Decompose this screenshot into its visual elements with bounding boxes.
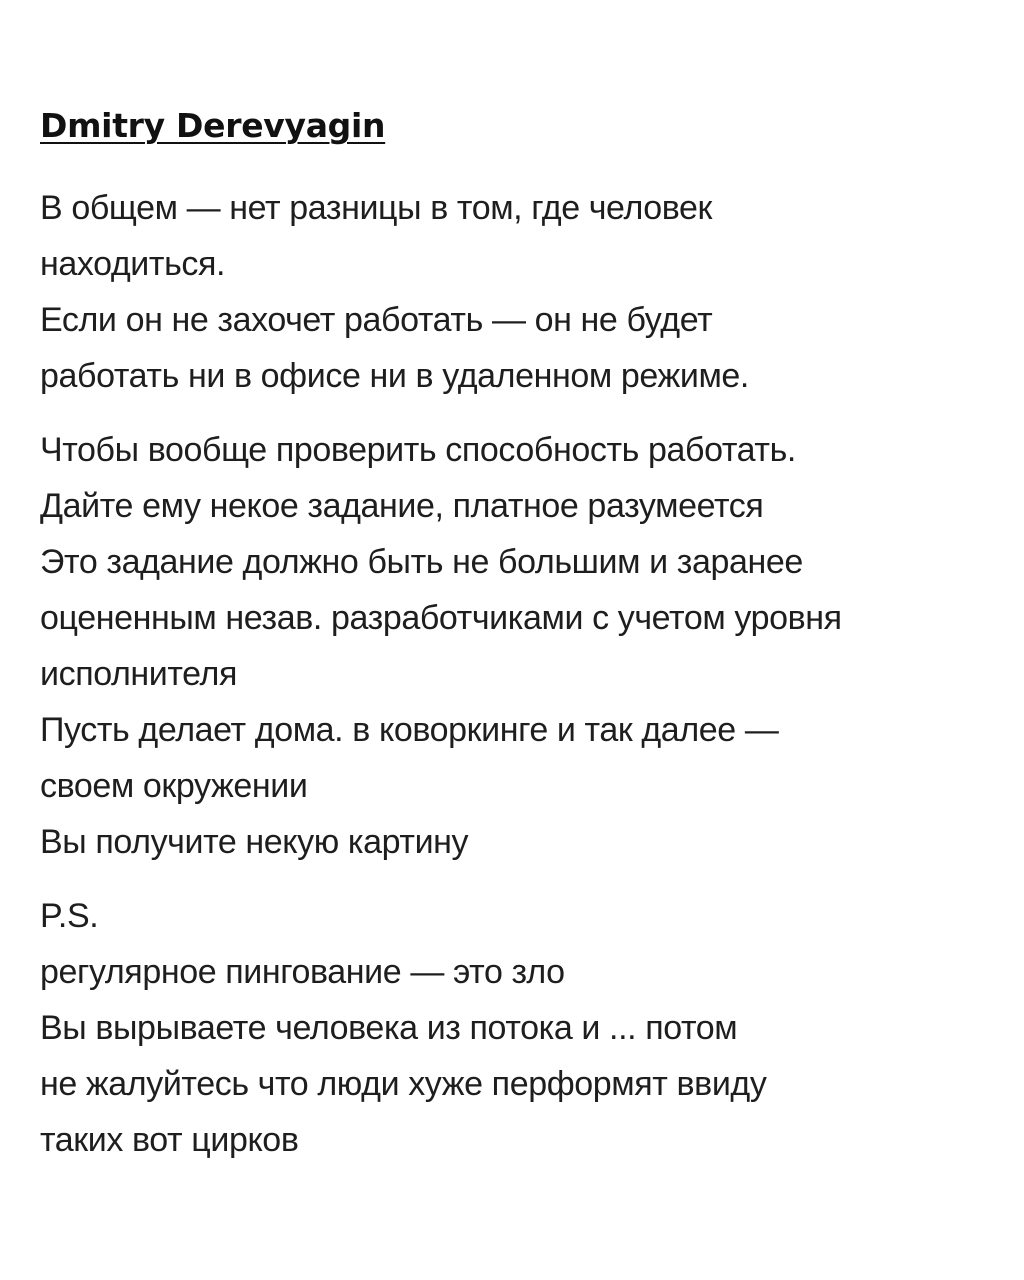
text-line: Дайте ему некое задание, платное разумеется	[40, 487, 764, 525]
text-line: исполнителя	[40, 655, 237, 693]
text-line: находиться.	[40, 245, 226, 283]
text-line: не жалуйтесь что люди хуже перформят ввиду	[40, 1065, 767, 1103]
paragraph-3	[40, 888, 1000, 1168]
text-line: Пусть делает дома. в коворкинге и так далее —	[40, 711, 779, 749]
text-line: Если он не захочет работать — он не будет	[40, 301, 713, 339]
text-line: таких вот цирков	[40, 1121, 299, 1159]
paragraph-1	[40, 180, 1000, 404]
comment-body	[40, 180, 1000, 1168]
text-line: P.S.	[40, 897, 99, 935]
text-line: оцененным незав. разработчиками с учетом уровня	[40, 599, 842, 637]
text-line: Вы получите некую картину	[40, 823, 469, 861]
text-line: В общем — нет разницы в том, где человек	[40, 189, 713, 227]
text-line: Вы вырываете человека из потока и ... потом	[40, 1009, 738, 1047]
text-line: Чтобы вообще проверить способность работать.	[40, 431, 796, 469]
text-line: Это задание должно быть не большим и заранее	[40, 543, 803, 581]
author-name[interactable]: Dmitry Derevyagin	[40, 106, 386, 145]
text-line: своем окружении	[40, 767, 308, 805]
paragraph-2	[40, 422, 1000, 870]
post	[40, 104, 1000, 1186]
text-line: регулярное пингование — это зло	[40, 953, 565, 991]
text-line: работать ни в офисе ни в удаленном режиме.	[40, 357, 749, 395]
